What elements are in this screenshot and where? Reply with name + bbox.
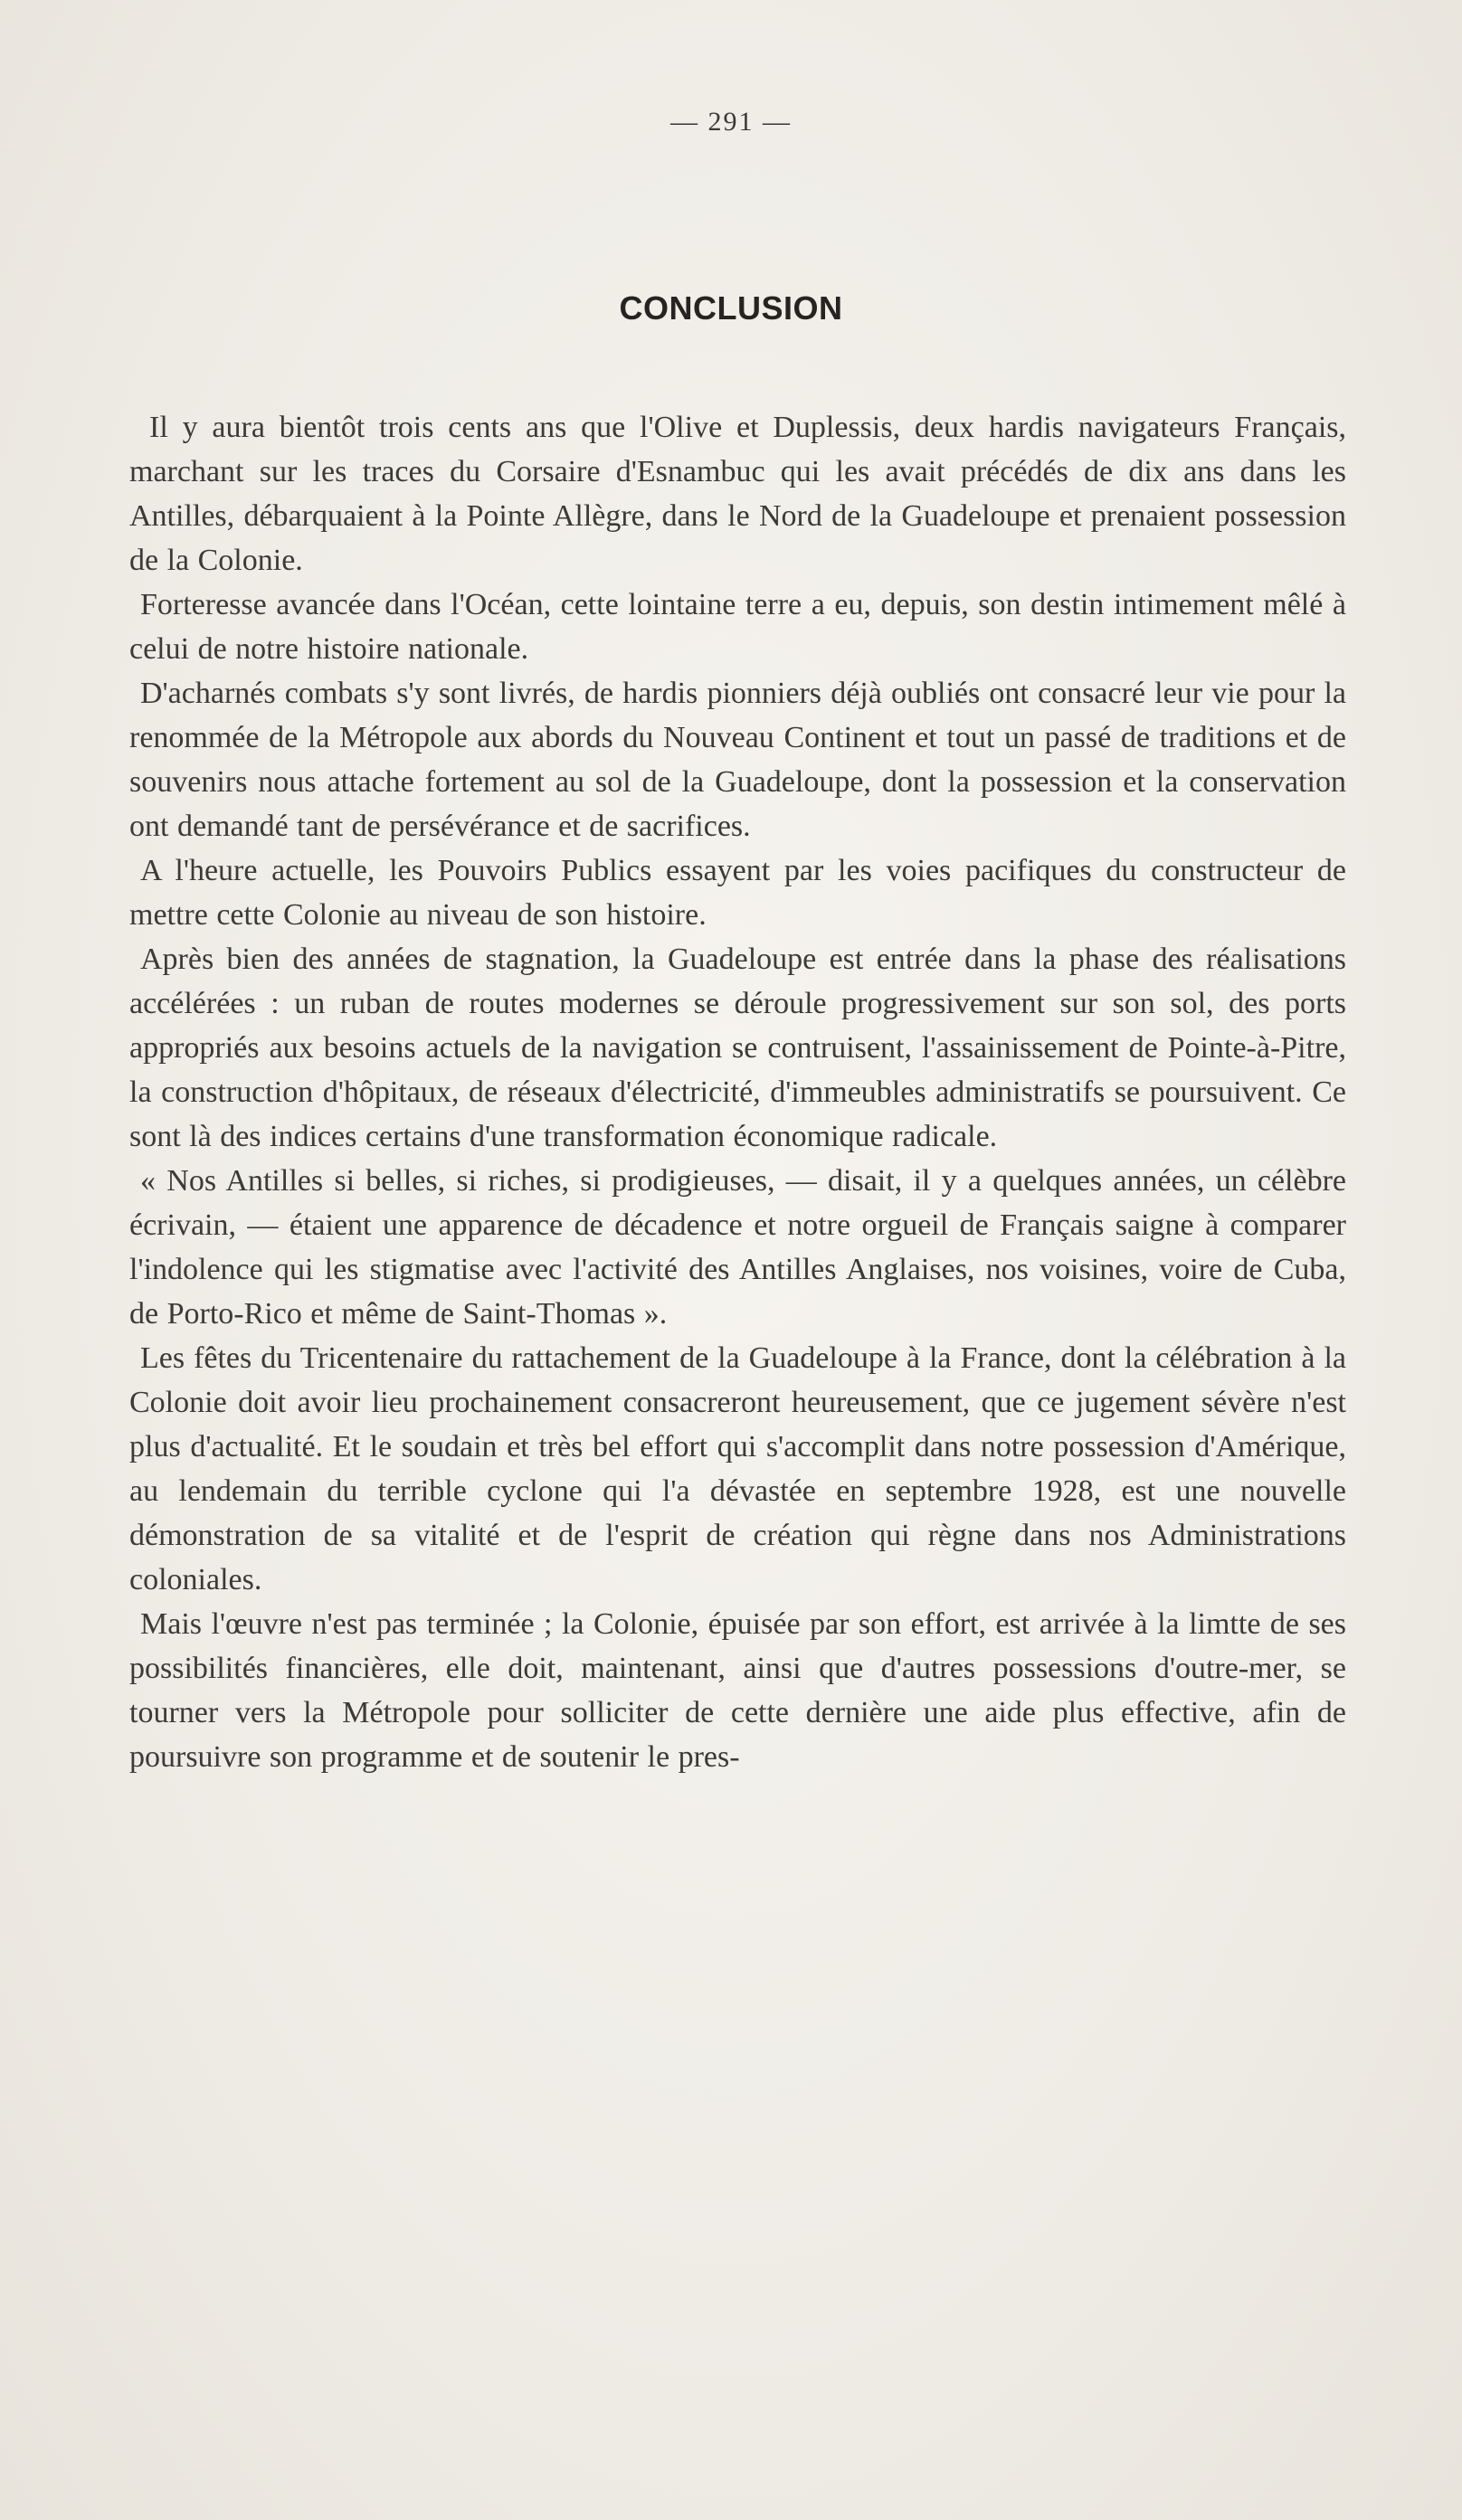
page-number: — 291 — bbox=[670, 107, 792, 137]
paragraph: Forteresse avancée dans l'Océan, cette lointaine terre a eu, depuis, son destin intimement mêlé à celui de notre histoire nationale. bbox=[129, 588, 1346, 666]
paragraph: « Nos Antilles si belles, si riches, si prodigieuses, — disait, il y a quelques années, un célèbre écrivain, — étaient une apparence de décadence et notre orgueil de Français saigne à comparer l'indolence qui les stigmatise avec l'activité des Antilles Anglaises, nos voisines, voire de Cuba, de Porto-Rico et même de Saint-Thomas ». bbox=[129, 1164, 1346, 1331]
paragraph: Il y aura bientôt trois cents ans que l'Olive et Duplessis, deux hardis navigateurs Français, marchant sur les traces du Corsaire d'Esnambuc qui les avait précédés de dix ans dans les Antilles, débarquaient à la Pointe Allègre, dans le Nord de la Guadeloupe et prenaient possession de la Colonie. bbox=[129, 411, 1346, 577]
paragraph: Après bien des années de stagnation, la Guadeloupe est entrée dans la phase des réalisations accélérées : un ruban de routes modernes se déroule progressivement sur son sol, des ports appropriés aux besoins actuels de la navigation se contruisent, l'assainissement de Pointe-à-Pitre, la construction d'hôpitaux, de réseaux d'électricité, d'immeubles administratifs se poursuivent. Ce sont là des indices certains d'une transformation économique radicale. bbox=[129, 943, 1346, 1153]
paragraph: Mais l'œuvre n'est pas terminée ; la Colonie, épuisée par son effort, est arrivée à la limtte de ses possibilités financières, elle doit, maintenant, ainsi que d'autres possessions d'outre-mer, se tourner vers la Métropole pour solliciter de cette dernière une aide plus effective, afin de poursuivre son programme et de soutenir le pres- bbox=[129, 1607, 1346, 1774]
paragraph: Les fêtes du Tricentenaire du rattachement de la Guadeloupe à la France, dont la célébration à la Colonie doit avoir lieu prochainement consacreront heureusement, que ce jugement sévère n'est plus d'actualité. Et le soudain et très bel effort qui s'accomplit dans notre possession d'Amérique, au lendemain du terrible cyclone qui l'a dévastée en septembre 1928, est une nouvelle démonstration de sa vitalité et de l'esprit de création qui règne dans nos Administrations coloniales. bbox=[129, 1341, 1346, 1596]
body-text bbox=[129, 405, 1346, 1779]
paragraph: A l'heure actuelle, les Pouvoirs Publics essayent par les voies pacifiques du constructeur de mettre cette Colonie au niveau de son histoire. bbox=[129, 854, 1346, 932]
chapter-heading: CONCLUSION bbox=[619, 289, 843, 327]
paragraph: D'acharnés combats s'y sont livrés, de hardis pionniers déjà oubliés ont consacré leur vie pour la renommée de la Métropole aux abords du Nouveau Continent et tout un passé de traditions et de souvenirs nous attache fortement au sol de la Guadeloupe, dont la possession et la conservation ont demandé tant de persévérance et de sacrifices. bbox=[129, 677, 1346, 843]
